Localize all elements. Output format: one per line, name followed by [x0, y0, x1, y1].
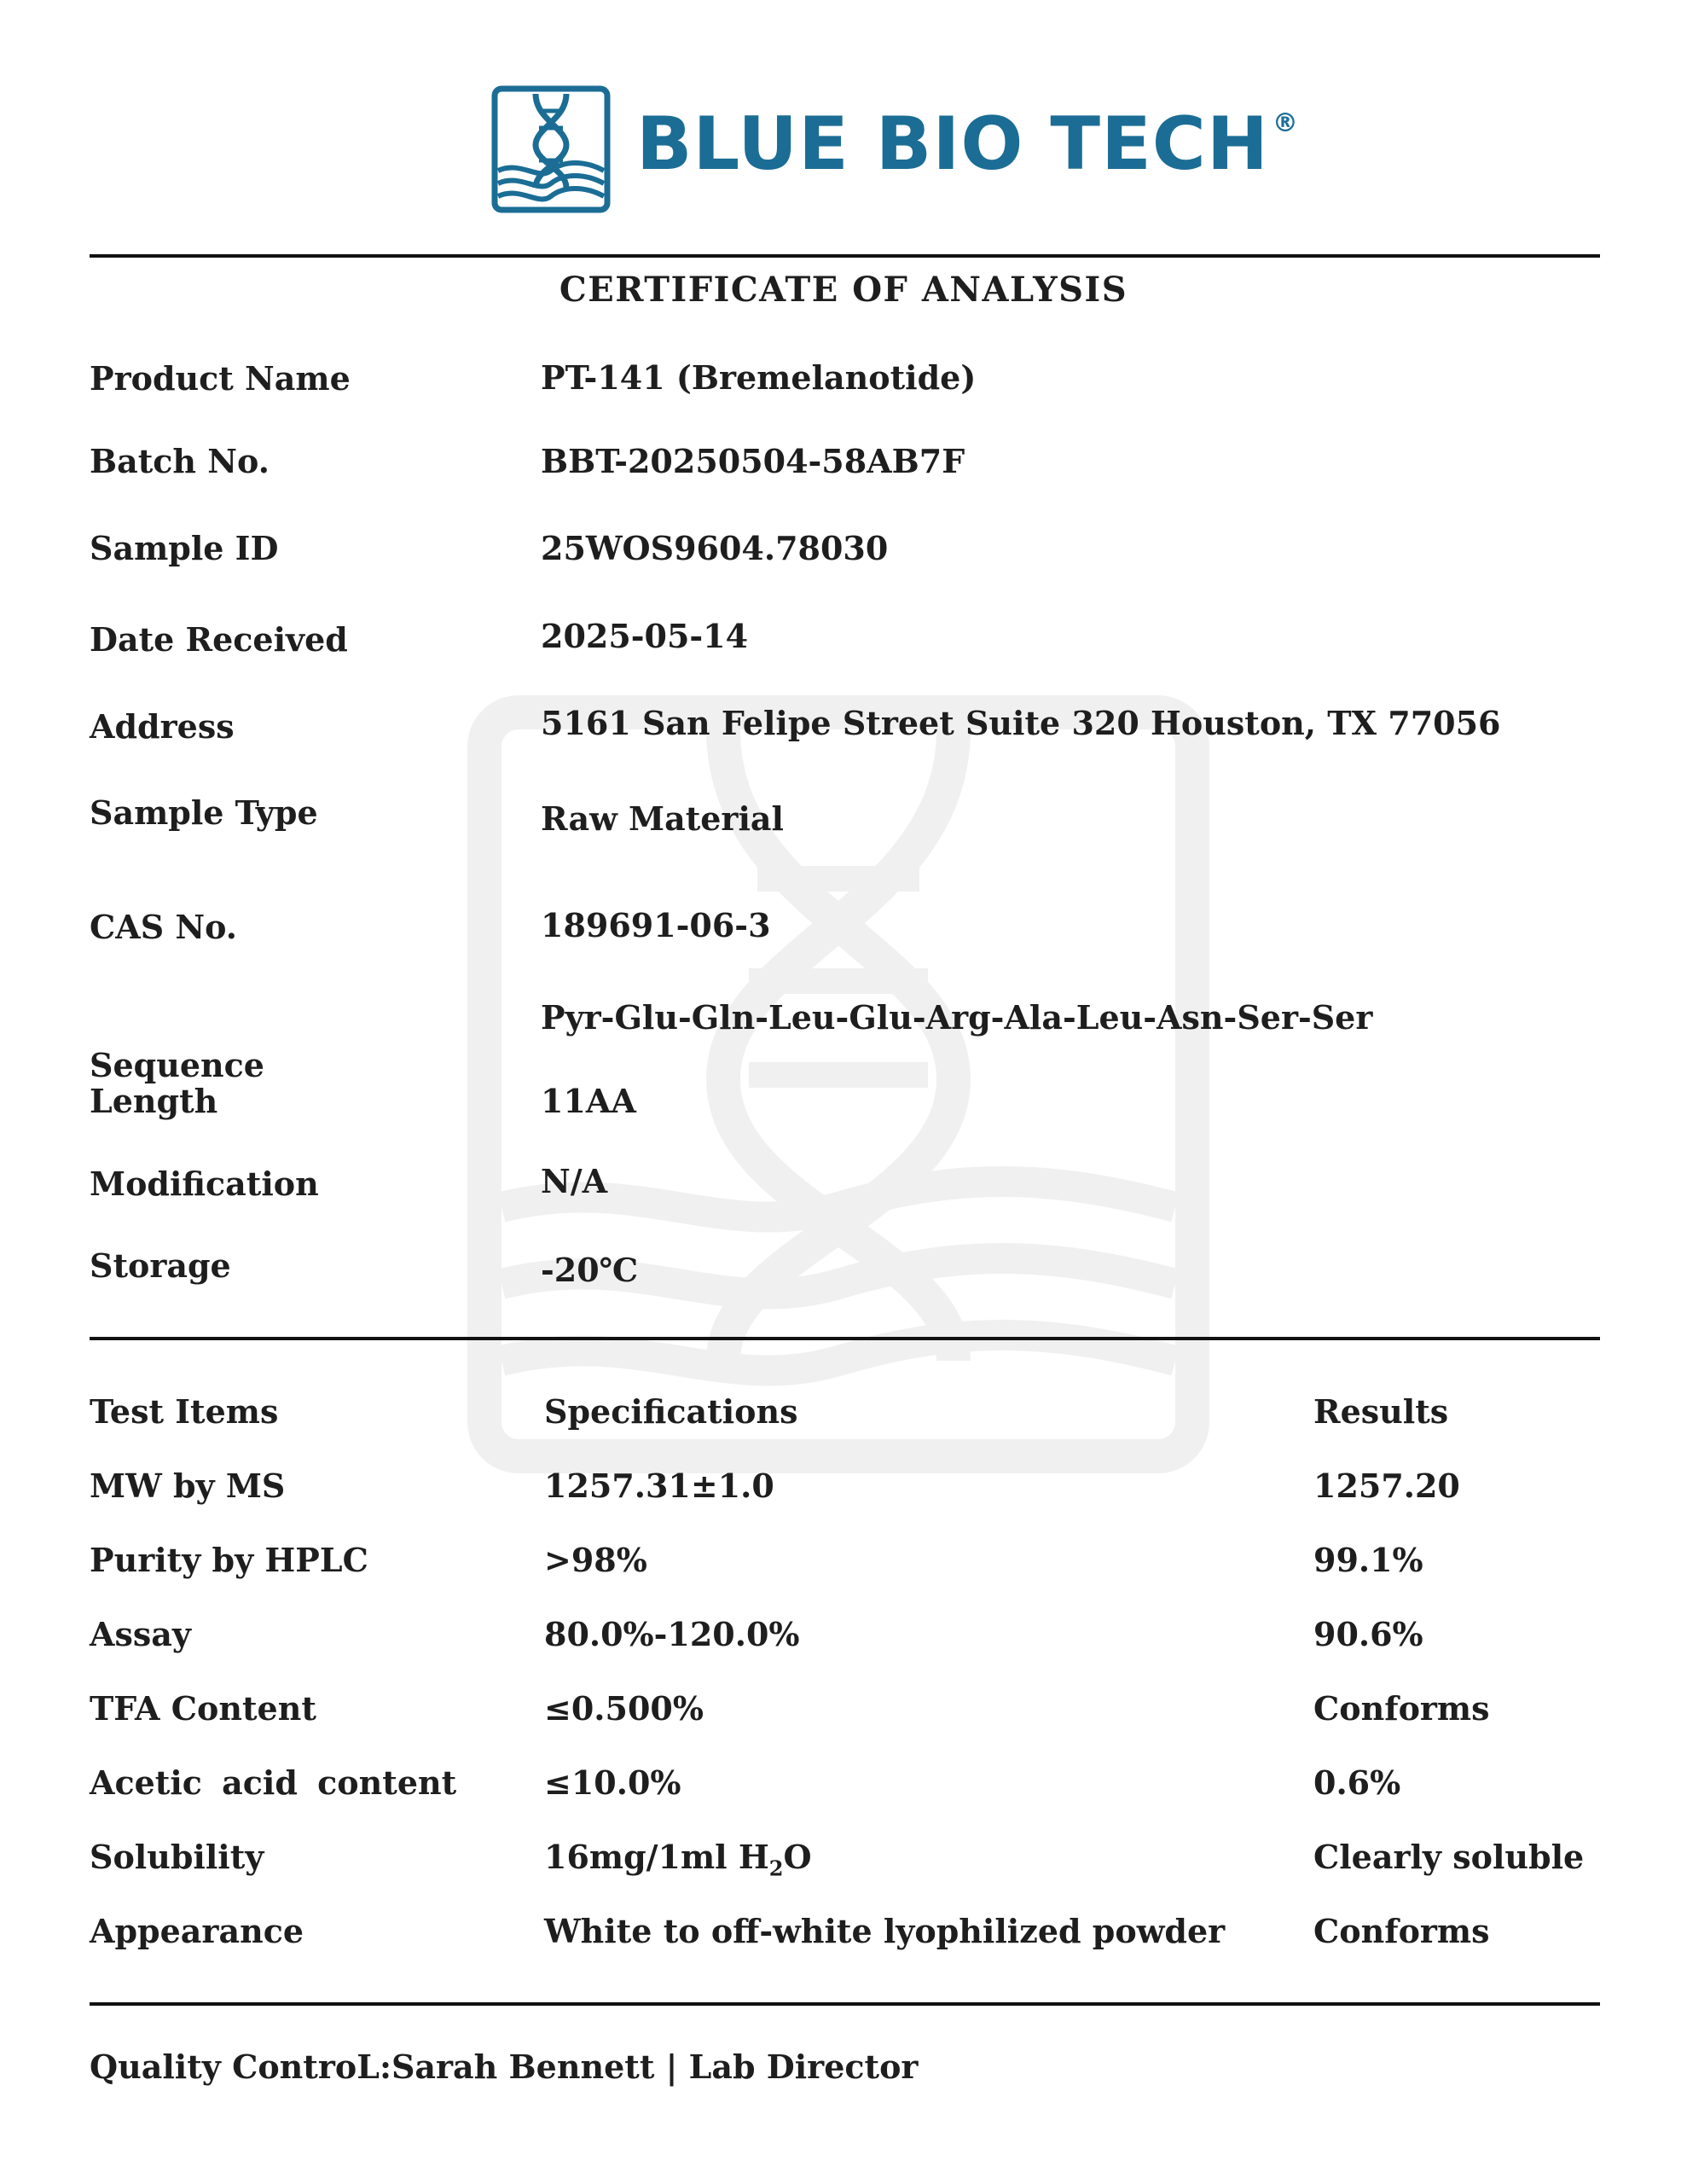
info-value-address: 5161 San Felipe Street Suite 320 Houston, TX 77056 — [541, 704, 1501, 742]
quality-control-signoff: Quality ControL:Sarah Bennett | Lab Director — [90, 2048, 919, 2086]
spec-subscript: 2 — [768, 1856, 784, 1881]
table-cell-item: TFA Content — [90, 1689, 316, 1728]
table-cell-spec: 80.0%-120.0% — [544, 1615, 800, 1653]
brand-name — [636, 102, 1299, 187]
table-cell-item: Solubility — [90, 1838, 264, 1876]
info-value-product-name: PT-141 (Bremelanotide) — [541, 358, 977, 397]
info-value-cas-no: 189691-06-3 — [541, 906, 771, 944]
info-label-sample-type: Sample Type — [90, 793, 318, 832]
registered-mark: ® — [1272, 108, 1299, 138]
info-label-sequence: Sequence — [90, 1046, 264, 1084]
divider-top — [90, 254, 1600, 258]
table-header-test-items: Test Items — [90, 1392, 279, 1431]
info-label-modification: Modification — [90, 1165, 319, 1203]
table-cell-result: 0.6% — [1313, 1763, 1401, 1802]
info-value-storage: -20℃ — [541, 1251, 639, 1289]
info-label-cas-no: CAS No. — [90, 908, 238, 946]
table-header-results: Results — [1313, 1392, 1449, 1431]
document-title: CERTIFICATE OF ANALYSIS — [559, 270, 1128, 310]
table-header-specifications: Specifications — [544, 1392, 798, 1431]
spec-text-tail: O — [783, 1838, 812, 1876]
info-label-batch-no: Batch No. — [90, 442, 270, 480]
info-label-product-name: Product Name — [90, 359, 351, 398]
table-cell-result: 90.6% — [1313, 1615, 1423, 1653]
table-cell-spec: >98% — [544, 1541, 647, 1579]
table-cell-item: Assay — [90, 1615, 191, 1653]
dna-logo-icon — [491, 85, 611, 213]
table-cell-spec: 1257.31±1.0 — [544, 1467, 774, 1505]
info-label-length: Length — [90, 1082, 218, 1120]
info-label-address: Address — [90, 707, 235, 746]
info-value-modification: N/A — [541, 1162, 608, 1200]
info-value-batch-no: BBT-20250504-58AB7F — [541, 442, 965, 480]
table-cell-item: MW by MS — [90, 1467, 286, 1505]
table-cell-item: Purity by HPLC — [90, 1541, 368, 1579]
info-value-date-received: 2025-05-14 — [541, 617, 749, 655]
table-cell-spec: ≤10.0% — [544, 1763, 681, 1802]
info-value-sample-type: Raw Material — [541, 799, 784, 838]
table-cell-result: Conforms — [1313, 1689, 1490, 1728]
divider-middle — [90, 1337, 1600, 1340]
brand-name-text: BLUE BIO TECH — [636, 102, 1269, 187]
info-value-length: 11AA — [541, 1082, 636, 1120]
info-value-sequence: Pyr-Glu-Gln-Leu-Glu-Arg-Ala-Leu-Asn-Ser-Ser — [541, 998, 1373, 1037]
info-label-sample-id: Sample ID — [90, 529, 279, 567]
divider-bottom — [90, 2002, 1600, 2006]
table-cell-spec: White to off-white lyophilized powder — [544, 1912, 1226, 1950]
table-cell-result: 1257.20 — [1313, 1467, 1460, 1505]
brand-logo — [491, 85, 1299, 213]
spec-text: 16mg/1ml H — [544, 1838, 769, 1876]
info-value-sample-id: 25WOS9604.78030 — [541, 529, 889, 567]
table-cell-result: 99.1% — [1313, 1541, 1423, 1579]
table-cell-spec: ≤0.500% — [544, 1689, 704, 1728]
table-cell-spec — [544, 1838, 812, 1881]
table-cell-item: Acetic acid content — [90, 1763, 457, 1802]
info-label-storage: Storage — [90, 1246, 231, 1285]
info-label-date-received: Date Received — [90, 620, 348, 659]
table-cell-result: Conforms — [1313, 1912, 1490, 1950]
table-cell-item: Appearance — [90, 1912, 304, 1950]
table-cell-result: Clearly soluble — [1313, 1838, 1585, 1876]
